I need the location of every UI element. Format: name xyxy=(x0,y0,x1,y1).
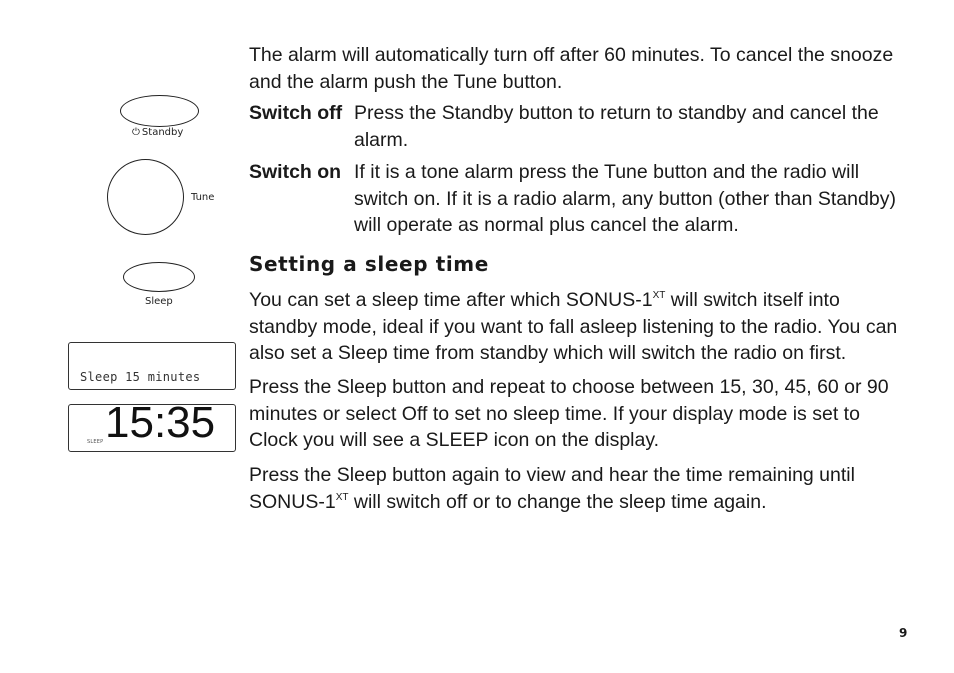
definition-switch-off: Press the Standby button to return to standby and cancel the alarm. xyxy=(354,102,879,151)
sleep-button xyxy=(123,262,195,292)
lcd-sleep-text: Sleep 15 minutes xyxy=(80,370,201,384)
standby-button xyxy=(120,95,199,127)
paragraph-sleep-intro xyxy=(249,287,909,367)
tune-label: Tune xyxy=(191,192,215,203)
section-heading: Setting a sleep time xyxy=(249,252,489,276)
paragraph-sleep-options: Press the Sleep button and repeat to choose between 15, 30, 45, 60 or 90 minutes or select Off to set no sleep time. If your display mode is set to Clock you will see a SLEEP icon on the display. xyxy=(249,376,889,451)
term-switch-on: Switch on xyxy=(249,161,342,183)
lcd-display-sleep xyxy=(68,342,236,390)
page-number: 9 xyxy=(899,626,908,640)
intro-paragraph: The alarm will automatically turn off after 60 minutes. To cancel the snooze and the alarm push the Tune button. xyxy=(249,44,894,93)
p3-text-after: will switch off or to change the sleep time again. xyxy=(348,490,767,513)
clock-time: 15:35 xyxy=(105,398,216,447)
p3-superscript: XT xyxy=(335,491,349,503)
sleep-indicator: SLEEP xyxy=(87,439,104,445)
p1-text-after: will switch itself into standby mode, ideal if you want to fall asleep listening to the radio. You can also set a Sleep time from standby which will switch the radio on first. xyxy=(249,289,898,364)
term-switch-off: Switch off xyxy=(249,102,343,124)
p3-text-before: Press the Sleep button again to view and hear the time remaining until SONUS-1 xyxy=(249,464,855,513)
p1-superscript: XT xyxy=(652,290,666,301)
power-icon: ⏻ xyxy=(132,127,140,138)
standby-label xyxy=(132,127,183,138)
p1-text-before: You can set a sleep time after which SONUS-1 xyxy=(249,289,653,311)
tune-button xyxy=(107,159,184,235)
paragraph-sleep-remaining xyxy=(249,462,909,515)
lcd-display-clock xyxy=(68,398,236,452)
definition-switch-on: If it is a tone alarm press the Tune button and the radio will switch on. If it is a radio alarm, any button (other than Standby) will operate as normal plus cancel the alarm. xyxy=(354,161,896,236)
standby-label-text: Standby xyxy=(141,127,184,138)
sleep-label: Sleep xyxy=(145,296,173,307)
